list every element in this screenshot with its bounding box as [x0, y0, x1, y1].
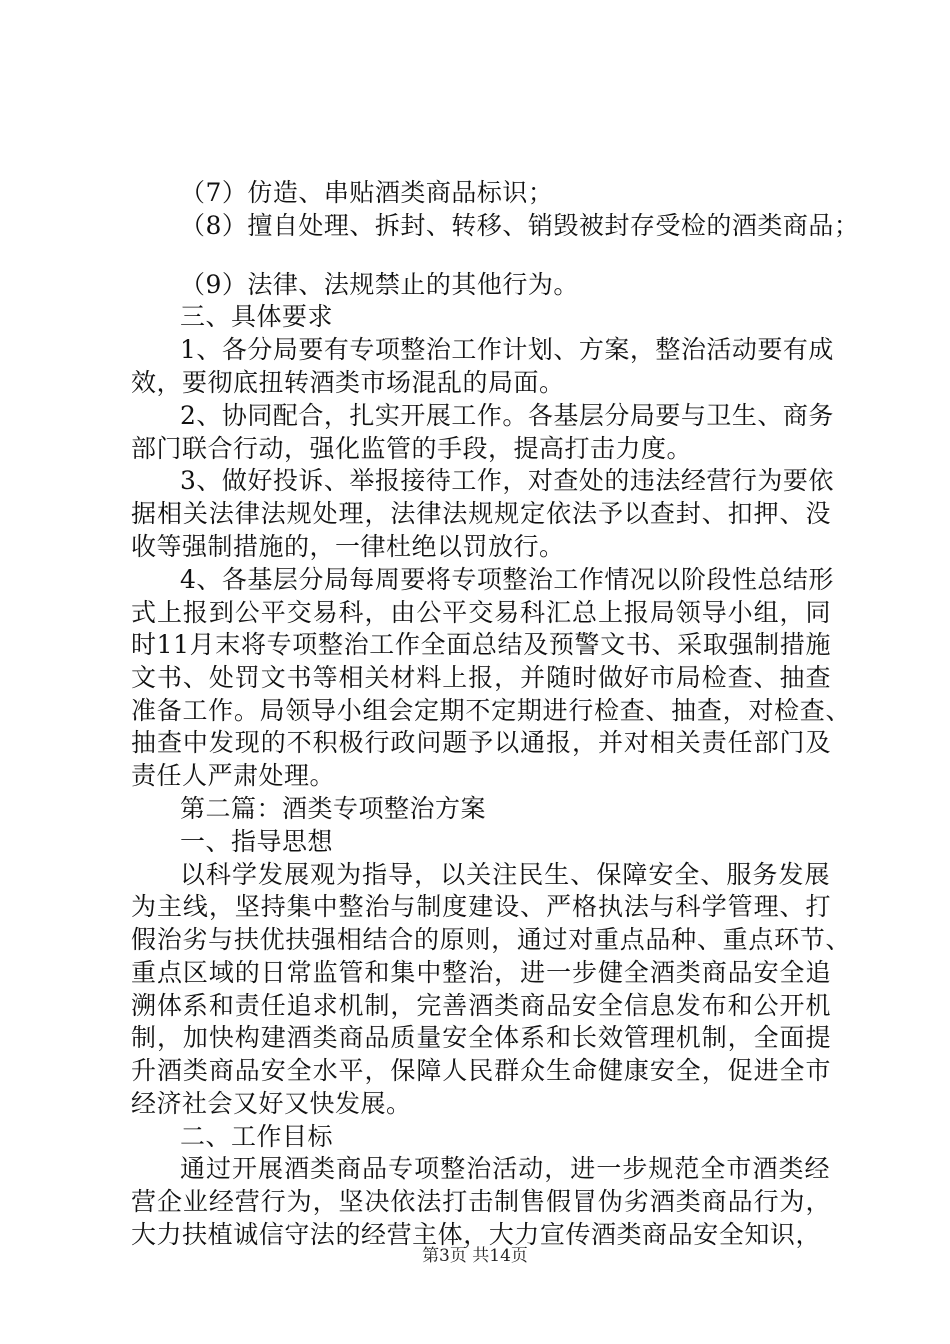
text-line: 4、各基层分局每周要将专项整治工作情况以阶段性总结形: [180, 565, 834, 594]
text-line: 经济社会又好又快发展。: [131, 1089, 412, 1118]
text-line: 升酒类商品安全水平，保障人民群众生命健康安全，促进全市: [131, 1056, 831, 1085]
text-line: 以科学发展观为指导，以关注民生、保障安全、服务发展: [180, 860, 830, 889]
section-heading: 一、指导思想: [180, 827, 334, 856]
text-line: 3、做好投诉、举报接待工作，对查处的违法经营行为要依: [180, 466, 834, 495]
text-line: 制，加快构建酒类商品质量安全体系和长效管理机制，全面提: [131, 1023, 831, 1052]
text-line: 为主线，坚持集中整治与制度建设、严格执法与科学管理、打: [131, 892, 831, 921]
text-line: 通过开展酒类商品专项整治活动，进一步规范全市酒类经: [180, 1154, 830, 1183]
text-line: 溯体系和责任追求机制，完善酒类商品安全信息发布和公开机: [131, 991, 831, 1020]
section-heading: 三、具体要求: [180, 302, 334, 331]
text-line: 抽查中发现的不积极行政问题予以通报，并对相关责任部门及: [131, 728, 831, 757]
text-line: 1、各分局要有专项整治工作计划、方案，整治活动要有成: [180, 335, 834, 364]
text-line: 重点区域的日常监管和集中整治，进一步健全酒类商品安全追: [131, 958, 831, 987]
section-heading: 二、工作目标: [180, 1122, 334, 1151]
text-line: 责任人严肃处理。: [131, 761, 336, 790]
text-line: 营企业经营行为，坚决依法打击制售假冒伪劣酒类商品行为，: [131, 1187, 831, 1216]
text-line: 据相关法律法规处理，法律法规规定依法予以查封、扣押、没: [131, 499, 831, 528]
chapter-title: 第二篇：酒类专项整治方案: [180, 794, 487, 823]
text-line: 假治劣与扶优扶强相结合的原则，通过对重点品种、重点环节、: [131, 925, 851, 954]
text-line: 部门联合行动，强化监管的手段，提高打击力度。: [131, 434, 693, 463]
text-line: （9）法律、法规禁止的其他行为。: [180, 270, 579, 299]
text-line: 时11月末将专项整治工作全面总结及预警文书、采取强制措施: [131, 630, 831, 659]
text-line: 式上报到公平交易科，由公平交易科汇总上报局领导小组，同: [131, 598, 831, 627]
text-line: 准备工作。局领导小组会定期不定期进行检查、抽查，对检查、: [131, 696, 851, 725]
text-line: 2、协同配合，扎实开展工作。各基层分局要与卫生、商务: [180, 401, 834, 430]
text-line: （8）擅自处理、拆封、转移、销毁被封存受检的酒类商品；: [180, 211, 860, 240]
text-line: （7）仿造、串贴酒类商品标识；: [180, 178, 554, 207]
page-number-footer: 第3页 共14页: [422, 1246, 528, 1266]
text-line: 大力扶植诚信守法的经营主体，大力宣传酒类商品安全知识，: [131, 1220, 821, 1249]
text-line: 收等强制措施的，一律杜绝以罚放行。: [131, 532, 565, 561]
text-line: 效，要彻底扭转酒类市场混乱的局面。: [131, 368, 565, 397]
text-line: 文书、处罚文书等相关材料上报，并随时做好市局检查、抽查: [131, 663, 831, 692]
